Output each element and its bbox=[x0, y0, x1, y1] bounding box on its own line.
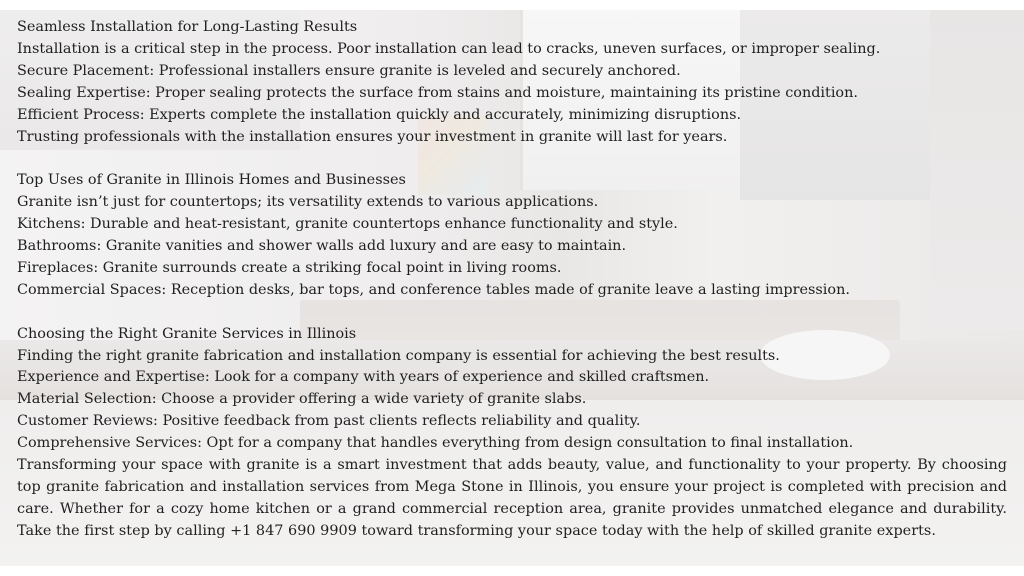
section-spacer bbox=[17, 302, 1007, 324]
section-line: Installation is a critical step in the process. Poor installation can lead to cracks, uneven surfaces, or improper sealing. bbox=[17, 40, 881, 57]
section-line: Fireplaces: Granite surrounds create a striking focal point in living rooms. bbox=[17, 259, 562, 276]
section-spacer bbox=[17, 148, 1007, 170]
section-line: Material Selection: Choose a provider offering a wide variety of granite slabs. bbox=[17, 391, 587, 408]
section-line: Comprehensive Services: Opt for a company that handles everything from design consultation to final installation. bbox=[17, 435, 854, 452]
section-heading: Choosing the Right Granite Services in Illinois bbox=[17, 325, 357, 342]
section-line: Granite isn’t just for countertops; its versatility extends to various applications. bbox=[17, 194, 599, 211]
closing-paragraph: Transforming your space with granite is a smart investment that adds beauty, value, and functionality to your property. By choosing top granite fabrication and installation services from Mega Stone in Illinois, you ensure your project is completed with precision and care. Whether for a cozy home kitchen or a grand commercial reception area, granite provides unmatched elegance and durability. Take the first step by calling +1 847 690 9909 toward transforming your space today with the help of skilled granite experts. bbox=[17, 457, 1007, 539]
section-line: Experience and Expertise: Look for a company with years of experience and skilled craftsmen. bbox=[17, 369, 710, 386]
section-line: Commercial Spaces: Reception desks, bar tops, and conference tables made of granite leave a lasting impression. bbox=[17, 281, 850, 298]
document-body bbox=[17, 17, 1007, 543]
section-line: Customer Reviews: Positive feedback from past clients reflects reliability and quality. bbox=[17, 413, 641, 430]
section-heading: Seamless Installation for Long-Lasting Results bbox=[17, 19, 358, 35]
section-choosing-services bbox=[17, 324, 1007, 455]
section-top-uses bbox=[17, 170, 1007, 301]
section-installation bbox=[17, 17, 1007, 148]
section-line: Bathrooms: Granite vanities and shower walls add luxury and are easy to maintain. bbox=[17, 238, 627, 255]
section-line: Trusting professionals with the installation ensures your investment in granite will last for years. bbox=[17, 128, 728, 145]
section-line: Efficient Process: Experts complete the installation quickly and accurately, minimizing disruptions. bbox=[17, 106, 742, 123]
section-heading: Top Uses of Granite in Illinois Homes and Businesses bbox=[17, 172, 406, 189]
section-line: Secure Placement: Professional installers ensure granite is leveled and securely anchored. bbox=[17, 62, 681, 79]
section-line: Finding the right granite fabrication and installation company is essential for achieving the best results. bbox=[17, 347, 780, 364]
section-line: Kitchens: Durable and heat-resistant, granite countertops enhance functionality and style. bbox=[17, 216, 678, 233]
section-line: Sealing Expertise: Proper sealing protects the surface from stains and moisture, maintaining its pristine condition. bbox=[17, 84, 858, 101]
